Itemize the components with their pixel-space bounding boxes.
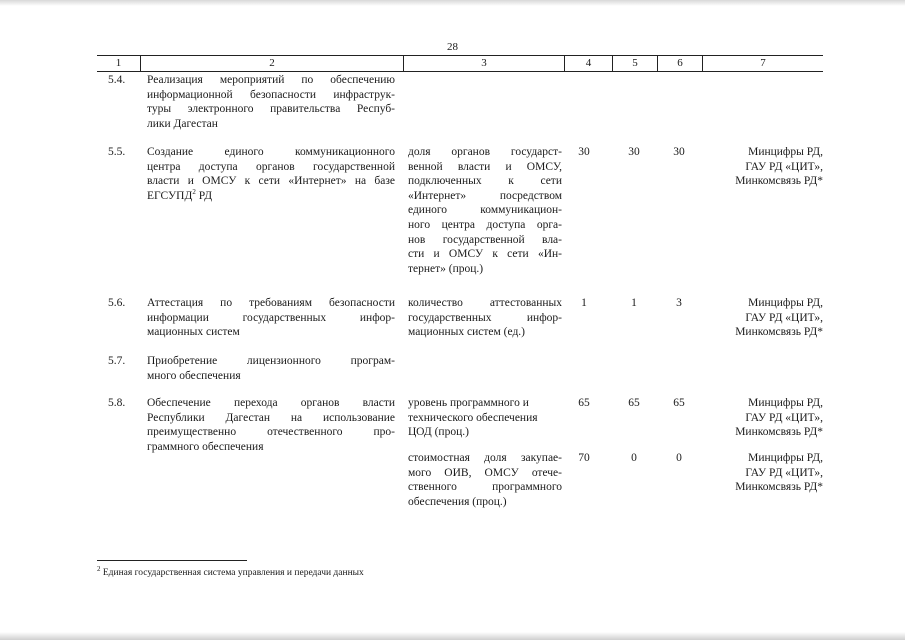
- activity-cell: [147, 73, 395, 131]
- value-col-5: 30: [628, 146, 640, 158]
- value-col-4: 65: [578, 397, 590, 409]
- activity-line: Обеспечение перехода органов власти: [147, 397, 395, 409]
- indicator-line: нов государственной вла-: [408, 233, 562, 246]
- row-number: 5.4.: [108, 74, 126, 86]
- activity-line: Аттестация по требованиям безопасности: [147, 297, 395, 309]
- row-number: 5.5.: [108, 146, 126, 158]
- value-col-6: 65: [673, 397, 685, 409]
- column-header-6: 6: [657, 56, 702, 71]
- indicator-cell: [408, 145, 562, 276]
- activity-line: информации государственных инфор-: [147, 311, 395, 324]
- responsible-line: ГАУ РД «ЦИТ»,: [745, 311, 823, 324]
- activity-line: центра доступа органов государственной: [147, 160, 395, 173]
- activity-line-tail: РД: [195, 189, 213, 202]
- responsible-cell: [705, 451, 823, 495]
- indicator-line: уровень программного и: [408, 397, 529, 409]
- indicator-line: мационных систем (ед.): [408, 326, 526, 339]
- table-header-row: [97, 55, 823, 72]
- indicator-cell: [408, 396, 562, 440]
- page-number: 28: [447, 41, 458, 53]
- indicator-line: обеспечения (проц.): [408, 495, 507, 508]
- responsible-line: Минкомсвязь РД*: [735, 481, 823, 494]
- responsible-line: Минцифры РД,: [748, 452, 823, 464]
- indicator-line: ственного программного: [408, 481, 562, 494]
- value-col-6: 30: [673, 146, 685, 158]
- activity-line: лики Дагестан: [147, 117, 218, 130]
- row-number: 5.6.: [108, 297, 126, 309]
- indicator-line: сти и ОМСУ к сети «Ин-: [408, 248, 562, 261]
- footnote-marker: 2: [97, 564, 101, 573]
- activity-line: власти и ОМСУ к сети «Интернет» на базе: [147, 175, 395, 188]
- column-header-2: 2: [140, 56, 403, 71]
- indicator-line: единого коммуникацион-: [408, 204, 562, 217]
- activity-line: много обеспечения: [147, 369, 241, 382]
- activity-line: Приобретение лицензионного програм-: [147, 355, 395, 367]
- responsible-cell: [705, 296, 823, 340]
- indicator-line: стоимостная доля закупае-: [408, 452, 562, 464]
- scan-edge-bottom: [0, 632, 905, 640]
- column-header-1: 1: [115, 57, 122, 69]
- activity-line: [147, 189, 395, 204]
- responsible-line: Минкомсвязь РД*: [735, 175, 823, 188]
- value-col-5: 1: [631, 297, 637, 309]
- scan-edge-top: [0, 0, 905, 6]
- activity-line-text: ЕГСУПД: [147, 189, 193, 202]
- activity-cell: [147, 396, 395, 454]
- value-col-4: 1: [581, 297, 587, 309]
- row-number: 5.7.: [108, 355, 126, 367]
- footnote-text: Единая государственная система управления и передачи данных: [100, 568, 364, 578]
- footnote-separator: [97, 560, 247, 561]
- column-header-7: 7: [702, 56, 823, 71]
- indicator-cell: [408, 451, 562, 509]
- column-header-3: 3: [403, 56, 564, 71]
- responsible-line: Минцифры РД,: [748, 397, 823, 409]
- responsible-line: Минкомсвязь РД*: [735, 426, 823, 439]
- indicator-line: государственных инфор-: [408, 311, 562, 324]
- indicator-line: мого ОИВ, ОМСУ отече-: [408, 466, 562, 479]
- indicator-line: ного центра доступа орга-: [408, 218, 562, 231]
- indicator-line: доля органов государст-: [408, 146, 562, 158]
- value-col-5: 0: [631, 452, 637, 464]
- indicator-line: тернет» (проц.): [408, 262, 484, 275]
- footnote: [97, 564, 364, 578]
- indicator-line: подключенных к сети: [408, 175, 562, 188]
- indicator-line: ЦОД (проц.): [408, 426, 469, 439]
- value-col-4: 30: [578, 146, 590, 158]
- value-col-6: 3: [676, 297, 682, 309]
- column-header-5: 5: [612, 56, 657, 71]
- activity-line: информационной безопасности инфраструк-: [147, 88, 395, 101]
- indicator-line: количество аттестованных: [408, 297, 562, 309]
- activity-cell: [147, 296, 395, 340]
- activity-line: туры электронного правительства Респуб-: [147, 103, 395, 116]
- responsible-line: ГАУ РД «ЦИТ»,: [745, 466, 823, 479]
- responsible-line: Минкомсвязь РД*: [735, 326, 823, 339]
- value-col-4: 70: [578, 452, 590, 464]
- responsible-line: ГАУ РД «ЦИТ»,: [745, 160, 823, 173]
- activity-cell: [147, 354, 395, 383]
- row-number: 5.8.: [108, 397, 126, 409]
- responsible-cell: [705, 396, 823, 440]
- column-header-4: 4: [564, 56, 612, 71]
- indicator-line: венной власти и ОМСУ,: [408, 160, 562, 173]
- responsible-line: ГАУ РД «ЦИТ»,: [745, 411, 823, 424]
- activity-line: Республики Дагестан на использование: [147, 411, 395, 424]
- activity-cell: [147, 145, 395, 203]
- activity-line: граммного обеспечения: [147, 440, 264, 453]
- activity-line: мационных систем: [147, 326, 240, 339]
- value-col-6: 0: [676, 452, 682, 464]
- value-col-5: 65: [628, 397, 640, 409]
- activity-line: Реализация мероприятий по обеспечению: [147, 74, 395, 86]
- indicator-line: «Интернет» посредством: [408, 189, 562, 202]
- responsible-line: Минцифры РД,: [748, 146, 823, 158]
- activity-line: преимущественно отечественного про-: [147, 426, 395, 439]
- indicator-cell: [408, 296, 562, 340]
- activity-line: Создание единого коммуникационного: [147, 146, 395, 158]
- responsible-cell: [705, 145, 823, 189]
- footnote-ref: 2: [192, 187, 196, 196]
- responsible-line: Минцифры РД,: [748, 297, 823, 309]
- indicator-line: технического обеспечения: [408, 411, 538, 424]
